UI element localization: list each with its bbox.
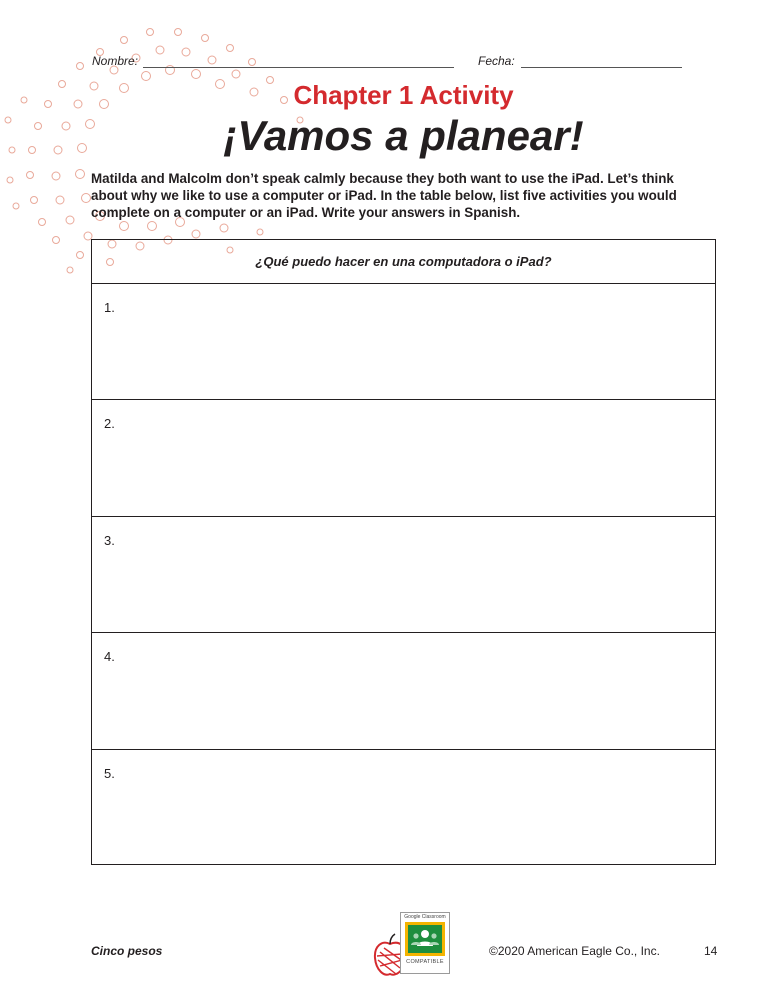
people-icon	[408, 925, 442, 953]
row-number: 5.	[104, 765, 115, 781]
activities-table	[91, 239, 716, 865]
badge-top-text: Google Classroom	[404, 914, 446, 920]
chalkboard-icon	[405, 922, 445, 956]
instructions-line: complete on a computer or an iPad. Write your answers in Spanish.	[91, 205, 521, 220]
google-classroom-badge	[372, 912, 454, 978]
book-title: Cinco pesos	[91, 944, 163, 958]
answer-row[interactable]	[92, 400, 715, 516]
instructions	[91, 170, 716, 221]
row-number: 4.	[104, 649, 115, 665]
page-title: ¡Vamos a planear!	[223, 112, 584, 159]
copyright: ©2020 American Eagle Co., Inc.	[489, 944, 660, 958]
answer-row[interactable]	[92, 517, 715, 633]
badge-bottom-text: COMPATIBLE	[406, 959, 444, 965]
instructions-line: Matilda and Malcolm don’t speak calmly because they both want to use the iPad. Let’s think	[91, 171, 674, 186]
answer-row[interactable]	[92, 633, 715, 749]
page-number: 14	[704, 944, 718, 958]
table-header: ¿Qué puedo hacer en una computadora o iPad?	[92, 240, 715, 284]
name-field-line[interactable]	[143, 67, 454, 68]
instructions-line: about why we like to use a computer or iPad. In the table below, list five activities you would	[91, 188, 677, 203]
row-number: 1.	[104, 300, 115, 315]
row-number: 3.	[104, 532, 115, 548]
answer-row[interactable]	[92, 284, 715, 400]
chapter-heading: Chapter 1 Activity	[293, 80, 514, 110]
date-field-line[interactable]	[521, 67, 682, 68]
date-label: Fecha:	[478, 54, 515, 68]
answer-row[interactable]	[92, 750, 715, 866]
name-label: Nombre:	[92, 54, 139, 68]
classroom-logo	[400, 912, 450, 974]
row-number: 2.	[104, 416, 115, 432]
